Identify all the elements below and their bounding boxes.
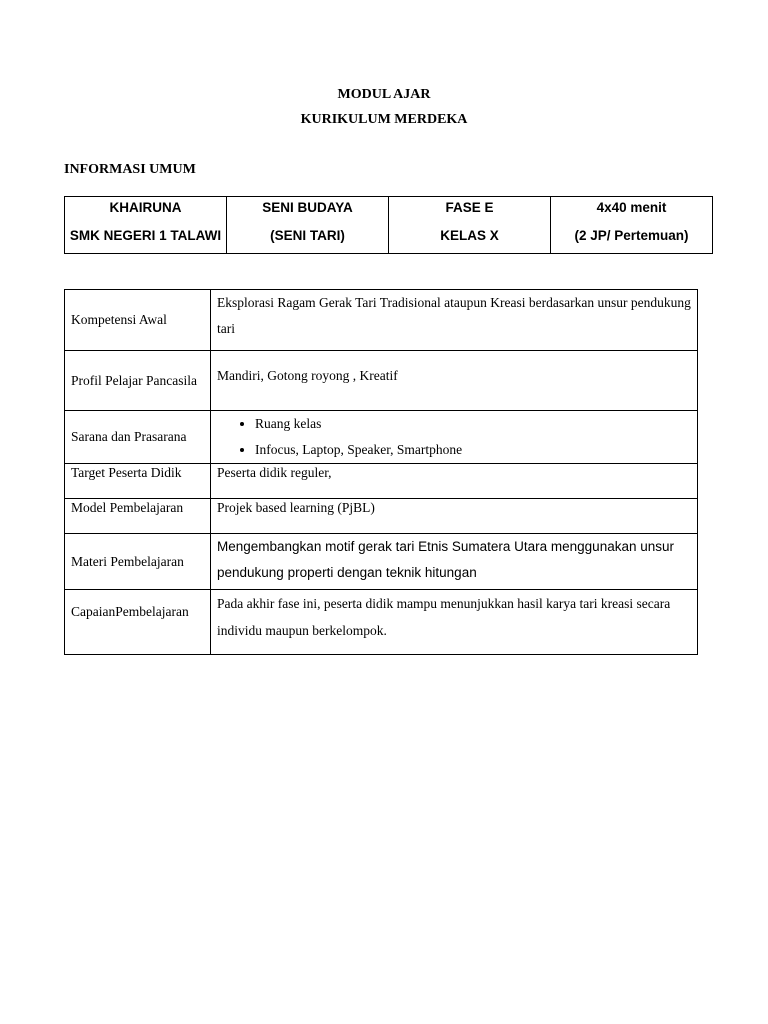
table-row (65, 534, 698, 590)
module-detail-table (64, 289, 698, 655)
row-value (211, 411, 698, 464)
table-row (65, 290, 698, 351)
teacher-school-cell (65, 197, 227, 254)
teacher-name: KHAIRUNA (109, 200, 182, 215)
row-value: Projek based learning (PjBL) (211, 499, 698, 534)
row-value: Pada akhir fase ini, peserta didik mampu menunjukkan hasil karya tari kreasi secara individu maupun berkelompok. (211, 590, 698, 655)
row-label: CapaianPembelajaran (65, 590, 211, 655)
duration: 4x40 menit (596, 200, 667, 215)
duration-cell (551, 197, 713, 254)
table-row (65, 411, 698, 464)
school-name: SMK NEGERI 1 TALAWI (69, 228, 222, 243)
document-subtitle: KURIKULUM MERDEKA (300, 112, 468, 127)
table-row (65, 499, 698, 534)
row-label: Target Peserta Didik (65, 464, 211, 499)
row-label: Materi Pembelajaran (65, 534, 211, 590)
phase: FASE E (445, 200, 494, 215)
row-label: Kompetensi Awal (65, 290, 211, 351)
row-value: Mengembangkan motif gerak tari Etnis Sumatera Utara menggunakan unsur pendukung properti dengan teknik hitungan (211, 534, 698, 590)
list-item: • Infocus, Laptop, Speaker, Smartphone (255, 437, 691, 463)
row-label: Model Pembelajaran (65, 499, 211, 534)
list-item: • Ruang kelas (255, 411, 691, 437)
section-heading: INFORMASI UMUM (64, 162, 196, 177)
table-row (65, 590, 698, 655)
subject-cell (227, 197, 389, 254)
document-title: MODUL AJAR (337, 87, 431, 102)
row-value: Mandiri, Gotong royong , Kreatif (211, 351, 698, 411)
table-row (65, 197, 713, 254)
facility-list (217, 411, 691, 463)
subject-name: SENI BUDAYA (262, 200, 353, 215)
row-value: Eksplorasi Ragam Gerak Tari Tradisional ataupun Kreasi berdasarkan unsur pendukung tari (211, 290, 698, 351)
phase-cell (389, 197, 551, 254)
row-value: Peserta didik reguler, (211, 464, 698, 499)
table-row (65, 464, 698, 499)
class-level: KELAS X (440, 228, 499, 243)
row-label: Profil Pelajar Pancasila (65, 351, 211, 411)
duration-detail: (2 JP/ Pertemuan) (574, 228, 689, 243)
row-label: Sarana dan Prasarana (65, 411, 211, 464)
general-info-table (64, 196, 713, 254)
table-row (65, 351, 698, 411)
subject-detail: (SENI TARI) (270, 228, 345, 243)
